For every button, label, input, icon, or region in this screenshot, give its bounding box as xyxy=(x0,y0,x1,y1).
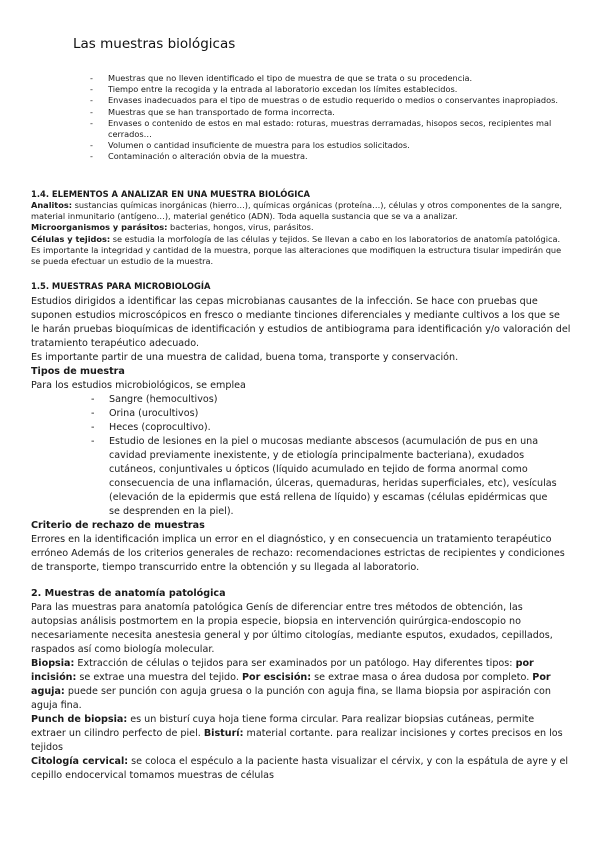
list-item: - Tiempo entre la recogida y la entrada al laboratorio excedan los límites establecidos. xyxy=(90,84,458,95)
paragraph-biopsia: Biopsia: Extracción de células o tejidos para ser examinados por un patólogo. Hay diferentes tipos: por incisión: se extrae una muestra del tejido. Por escisión: se extrae masa o área dudosa por completo. Por aguja: puede ser punción con aguja gruesa o la punción con aguja fina, se llama biopsia por aspiración con aguja fina. xyxy=(31,658,551,711)
subheading-rechazo: Criterio de rechazo de muestras xyxy=(31,520,205,531)
subheading-tipos: Tipos de muestra xyxy=(31,366,125,377)
paragraph: Errores en la identificación implica un error en el diagnóstico, y en consecuencia un tratamiento terapéutico erróneo Además de los criterios generales de rechazo: recomendaciones estrictas de recipientes y condiciones de transporte, tiempo transcurrido entre la obtención y su llegada al laboratorio. xyxy=(31,534,565,573)
paragraph-punch: Punch de biopsia: es un bisturí cuya hoja tiene forma circular. Para realizar biopsias cutáneas, permite extraer un cilindro perfecto de piel. Bisturí: material cortante. para realizar incisiones y cortes precisos en los tejidos xyxy=(31,714,563,753)
paragraph-microorganismos: Microorganismos y parásitos: bacterias, hongos, virus, parásitos. xyxy=(31,222,314,233)
list-item: - Heces (coprocultivo). xyxy=(91,422,211,433)
section-1-5 xyxy=(31,281,571,575)
sample-types-list xyxy=(91,393,561,519)
section-heading: 1.5. MUESTRAS PARA MICROBIOLOGÍA xyxy=(31,281,211,291)
paragraph: Es importante partir de una muestra de calidad, buena toma, transporte y conservación. xyxy=(31,352,459,363)
list-item: - Muestras que no lleven identificado el tipo de muestra de que se trata o su procedencia. xyxy=(90,73,473,83)
section-1-4 xyxy=(31,189,571,267)
section-heading: 2. Muestras de anatomía patológica xyxy=(31,588,226,599)
rejection-criteria-list xyxy=(90,73,568,163)
section-2 xyxy=(31,587,571,783)
section-heading: 1.4. ELEMENTOS A ANALIZAR EN UNA MUESTRA BIOLÓGICA xyxy=(31,189,310,199)
paragraph: Para los estudios microbiológicos, se emplea xyxy=(31,380,246,391)
list-item: - Muestras que se han transportado de forma incorrecta. xyxy=(90,106,335,117)
page-title: Las muestras biológicas xyxy=(73,36,236,52)
list-item: - Envases inadecuados para el tipo de muestras o de estudio requerido o medios o conservantes inapropiados. xyxy=(90,95,558,106)
list-item: - Contaminación o alteración obvia de la muestra. xyxy=(90,151,308,162)
list-item: - Sangre (hemocultivos) xyxy=(91,394,218,405)
paragraph-celulas: Células y tejidos: se estudia la morfología de las células y tejidos. Se llevan a cabo en los laboratorios de anatomía patológica. Es importante la integridad y cantidad de la muestra, porque las alteraciones que modifiquen la estructura tisular impedirán que se pueda efectuar un estudio de la muestra. xyxy=(31,233,562,267)
paragraph-analitos: Analitos: sustancias químicas inorgánicas (hierro…), químicas orgánicas (proteína…), células y otros componentes de la sangre, material inmunitario (antígeno…), material genético (ADN). Toda aquella sustancia que se va a analizar. xyxy=(31,200,563,222)
paragraph: Estudios dirigidos a identificar las cepas microbianas causantes de la infección. Se hace con pruebas que suponen estudios microscópicos en fresco o mediante tinciones diferenciales y mediante cultivos a los que se le harán pruebas bioquímicas de identificación y estudios de antibiograma para identificación y/o valoración del tratamiento terapéutico adecuado. xyxy=(31,296,571,349)
paragraph-citologia: Citología cervical: se coloca el espéculo a la paciente hasta visualizar el cérvix, y con la espátula de ayre y el cepillo endocervical tomamos muestras de células xyxy=(31,756,569,781)
list-item: - Volumen o cantidad insuficiente de muestra para los estudios solicitados. xyxy=(90,140,410,151)
list-item: - Envases o contenido de estos en mal estado: roturas, muestras derramadas, hisopos secos, recipientes mal cerrados… xyxy=(90,117,552,140)
list-item: - Orina (urocultivos) xyxy=(91,408,199,419)
list-item: - Estudio de lesiones en la piel o mucosas mediante abscesos (acumulación de pus en una cavidad previamente inexistente, y de etiología principalmente bacteriana), exudados cutáneos, conjuntivales u ópticos (líquido acumulado en tejido de forma anormal como consecuencia de una inflamación, úlceras, quemaduras, heridas superficiales, etc), vesículas (elevación de la epidermis que está rellena de líquido) y escamas (células epidérmicas que se desprenden en la piel). xyxy=(91,436,557,517)
paragraph: Para las muestras para anatomía patológica Genís de diferenciar entre tres métodos de obtención, las autopsias análisis postmortem en la propia especie, biopsia en intervención quirúrgica-endoscopio no necesariamente necesita anestesia general y por último citologías, mediante esputos, exudados, cepillados, raspados así como biología molecular. xyxy=(31,602,553,655)
